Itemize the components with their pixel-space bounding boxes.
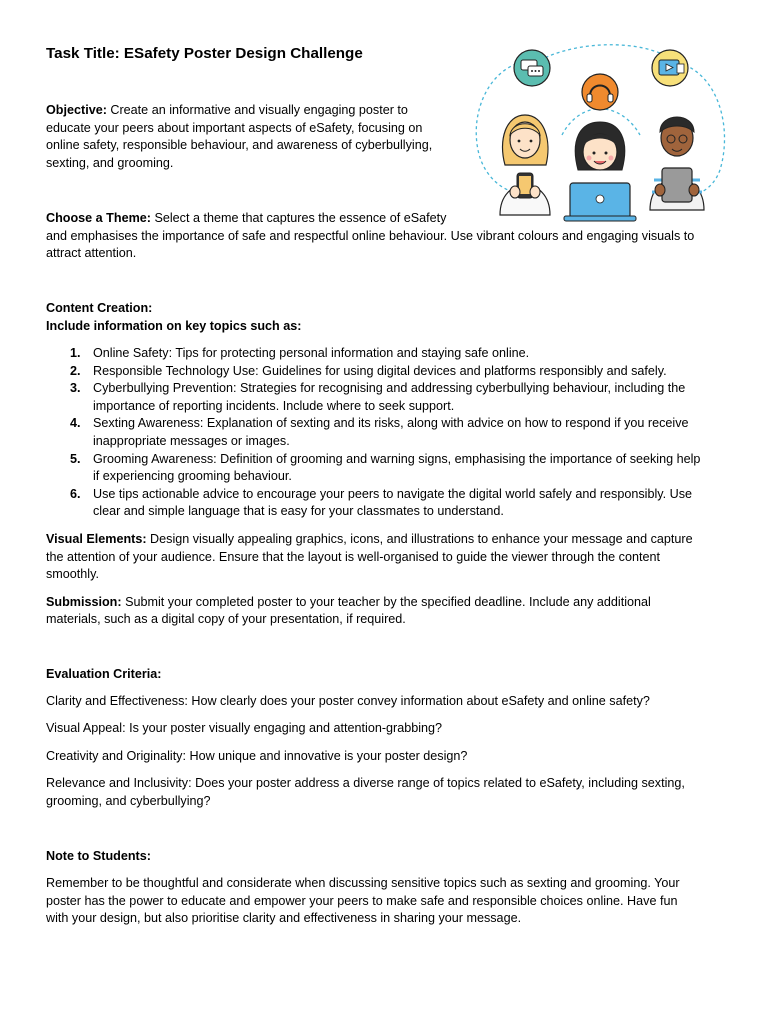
theme-label: Choose a Theme: [46,211,151,225]
visual-line-2: the attention of your audience. Ensure that the layout is well-organised to guide the viewer through the content [46,550,660,564]
girl-with-phone [500,115,550,215]
boy-with-tablet [650,117,704,210]
headphones-icon [582,74,618,110]
submission-label: Submission: [46,595,122,609]
note-line-2: poster has the power to educate and empower your peers to make safe and responsible choices online. Have fun [46,894,678,908]
page-title: Task Title: ESafety Poster Design Challenge [46,45,363,62]
video-player-icon [652,50,688,86]
visual-line-3: smoothly. [46,567,99,581]
criterion-creativity: Creativity and Originality: How unique and innovative is your poster design? [46,749,468,763]
esafety-illustration [470,40,730,225]
criterion-clarity: Clarity and Effectiveness: How clearly does your poster convey information about eSafety and online safety? [46,694,650,708]
objective-line-2: educate your peers about important aspects of eSafety, focusing on [46,121,423,135]
submission-line-1: Submission: Submit your completed poster to your teacher by the specified deadline. Include any additional [46,595,651,609]
objective-line-4: sexting, and grooming. [46,156,174,170]
evaluation-heading: Evaluation Criteria: [46,667,162,681]
criterion-visual-appeal: Visual Appeal: Is your poster visually engaging and attention-grabbing? [46,721,443,735]
content-heading: Content Creation: [46,301,153,315]
content-subheading: Include information on key topics such as: [46,319,302,333]
objective-label: Objective: [46,103,107,117]
objective-line-1: Objective: Create an informative and visually engaging poster to [46,103,408,117]
theme-line-1: Choose a Theme: Select a theme that captures the essence of eSafety [46,211,447,225]
objective-line-3: online safety, responsible behaviour, and awareness of cyberbullying, [46,138,433,152]
note-line-3: with your design, but also prioritise clarity and effectiveness in sharing your message. [46,911,522,925]
note-heading: Note to Students: [46,849,151,863]
theme-line-2: and emphasises the importance of safe and respectful online behaviour. Use vibrant colours and engaging visuals to [46,229,695,243]
note-line-1: Remember to be thoughtful and considerate when discussing sensitive topics such as sexting and grooming. Your [46,876,680,890]
criterion-relevance-line-2: grooming, and cyberbullying? [46,794,211,808]
girl-with-laptop [564,122,636,221]
visual-label: Visual Elements: [46,532,147,546]
theme-line-3: attract attention. [46,246,137,260]
chat-bubble-icon [514,50,550,86]
dashed-loop-top [540,45,670,60]
visual-line-1: Visual Elements: Design visually appealing graphics, icons, and illustrations to enhance your message and capture [46,532,693,546]
criterion-relevance-line-1: Relevance and Inclusivity: Does your poster address a diverse range of topics related to eSafety, including sexting, [46,776,685,790]
submission-line-2: materials, such as a digital copy of your presentation, if required. [46,612,406,626]
document-page: Task Title: ESafety Poster Design Challenge Objective: Create an informative and visually engaging poster to educate your peers about important aspects of eSafety, focusing on online safety, responsible behaviour, and awareness of cyberbullying, sexting, and grooming. Choose a Theme: Select a theme that captures the essence of eSafety and emphasises the importance of safe and respectful online behaviour. Use vibrant colours and engaging visuals to attract attention. Content Creation: Include information on key topics such as: 1. Online Safety: Tips for protecting personal information and staying safe online. 2. Responsible Technology Use: Guidelines for using digital devices and platforms responsibly and safely. 3. Cyberbullying Prevention: Strategies for recognising and addressing cyberbullying behaviour, including the importance of reporting incidents. Include where to seek support. 4. Sexting Awareness: Explanation of sexting and its risks, along with advice on how to respond if you receive inappropriate messages or images. 5. Grooming Awareness: Definition of grooming and warning signs, emphasising the importance of seeking help if experiencing grooming behaviour. 6. Use tips actionable advice to encourage your peers to navigate the digital world safely and responsibly. Use clear and simple language that is easy for your classmates to understand. Visual Elements: Design visually appealing graphics, icons, and illustrations to enhance your message and capture the attention of your audience. Ensure that the layout is well-organised to guide the viewer through the content smoothly. Submission: Submit your completed poster to your teacher by the specified deadline. Include any additional materials, such as a digital copy of your presentation, if required. Evaluation Criteria: Clarity and Effectiveness: How clearly does your poster convey information about eSafety and online safety? Visual Appeal: Is your poster visually engaging and attention-grabbing? Creativity and Originality: How unique and innovative is your poster design? Relevance and Inclusivity: Does your poster address a diverse range of topics related to eSafety, including sexting, grooming, and cyberbullying? Note to Students: Remember to be thoughtful and considerate when discussing sensitive topics such as sexting and grooming. Your poster has the power to educate and empower your peers to make safe and responsible choices online. Have fun with your design, but also prioritise clarity and effectiveness in sharing your message. [0,0,768,1024]
